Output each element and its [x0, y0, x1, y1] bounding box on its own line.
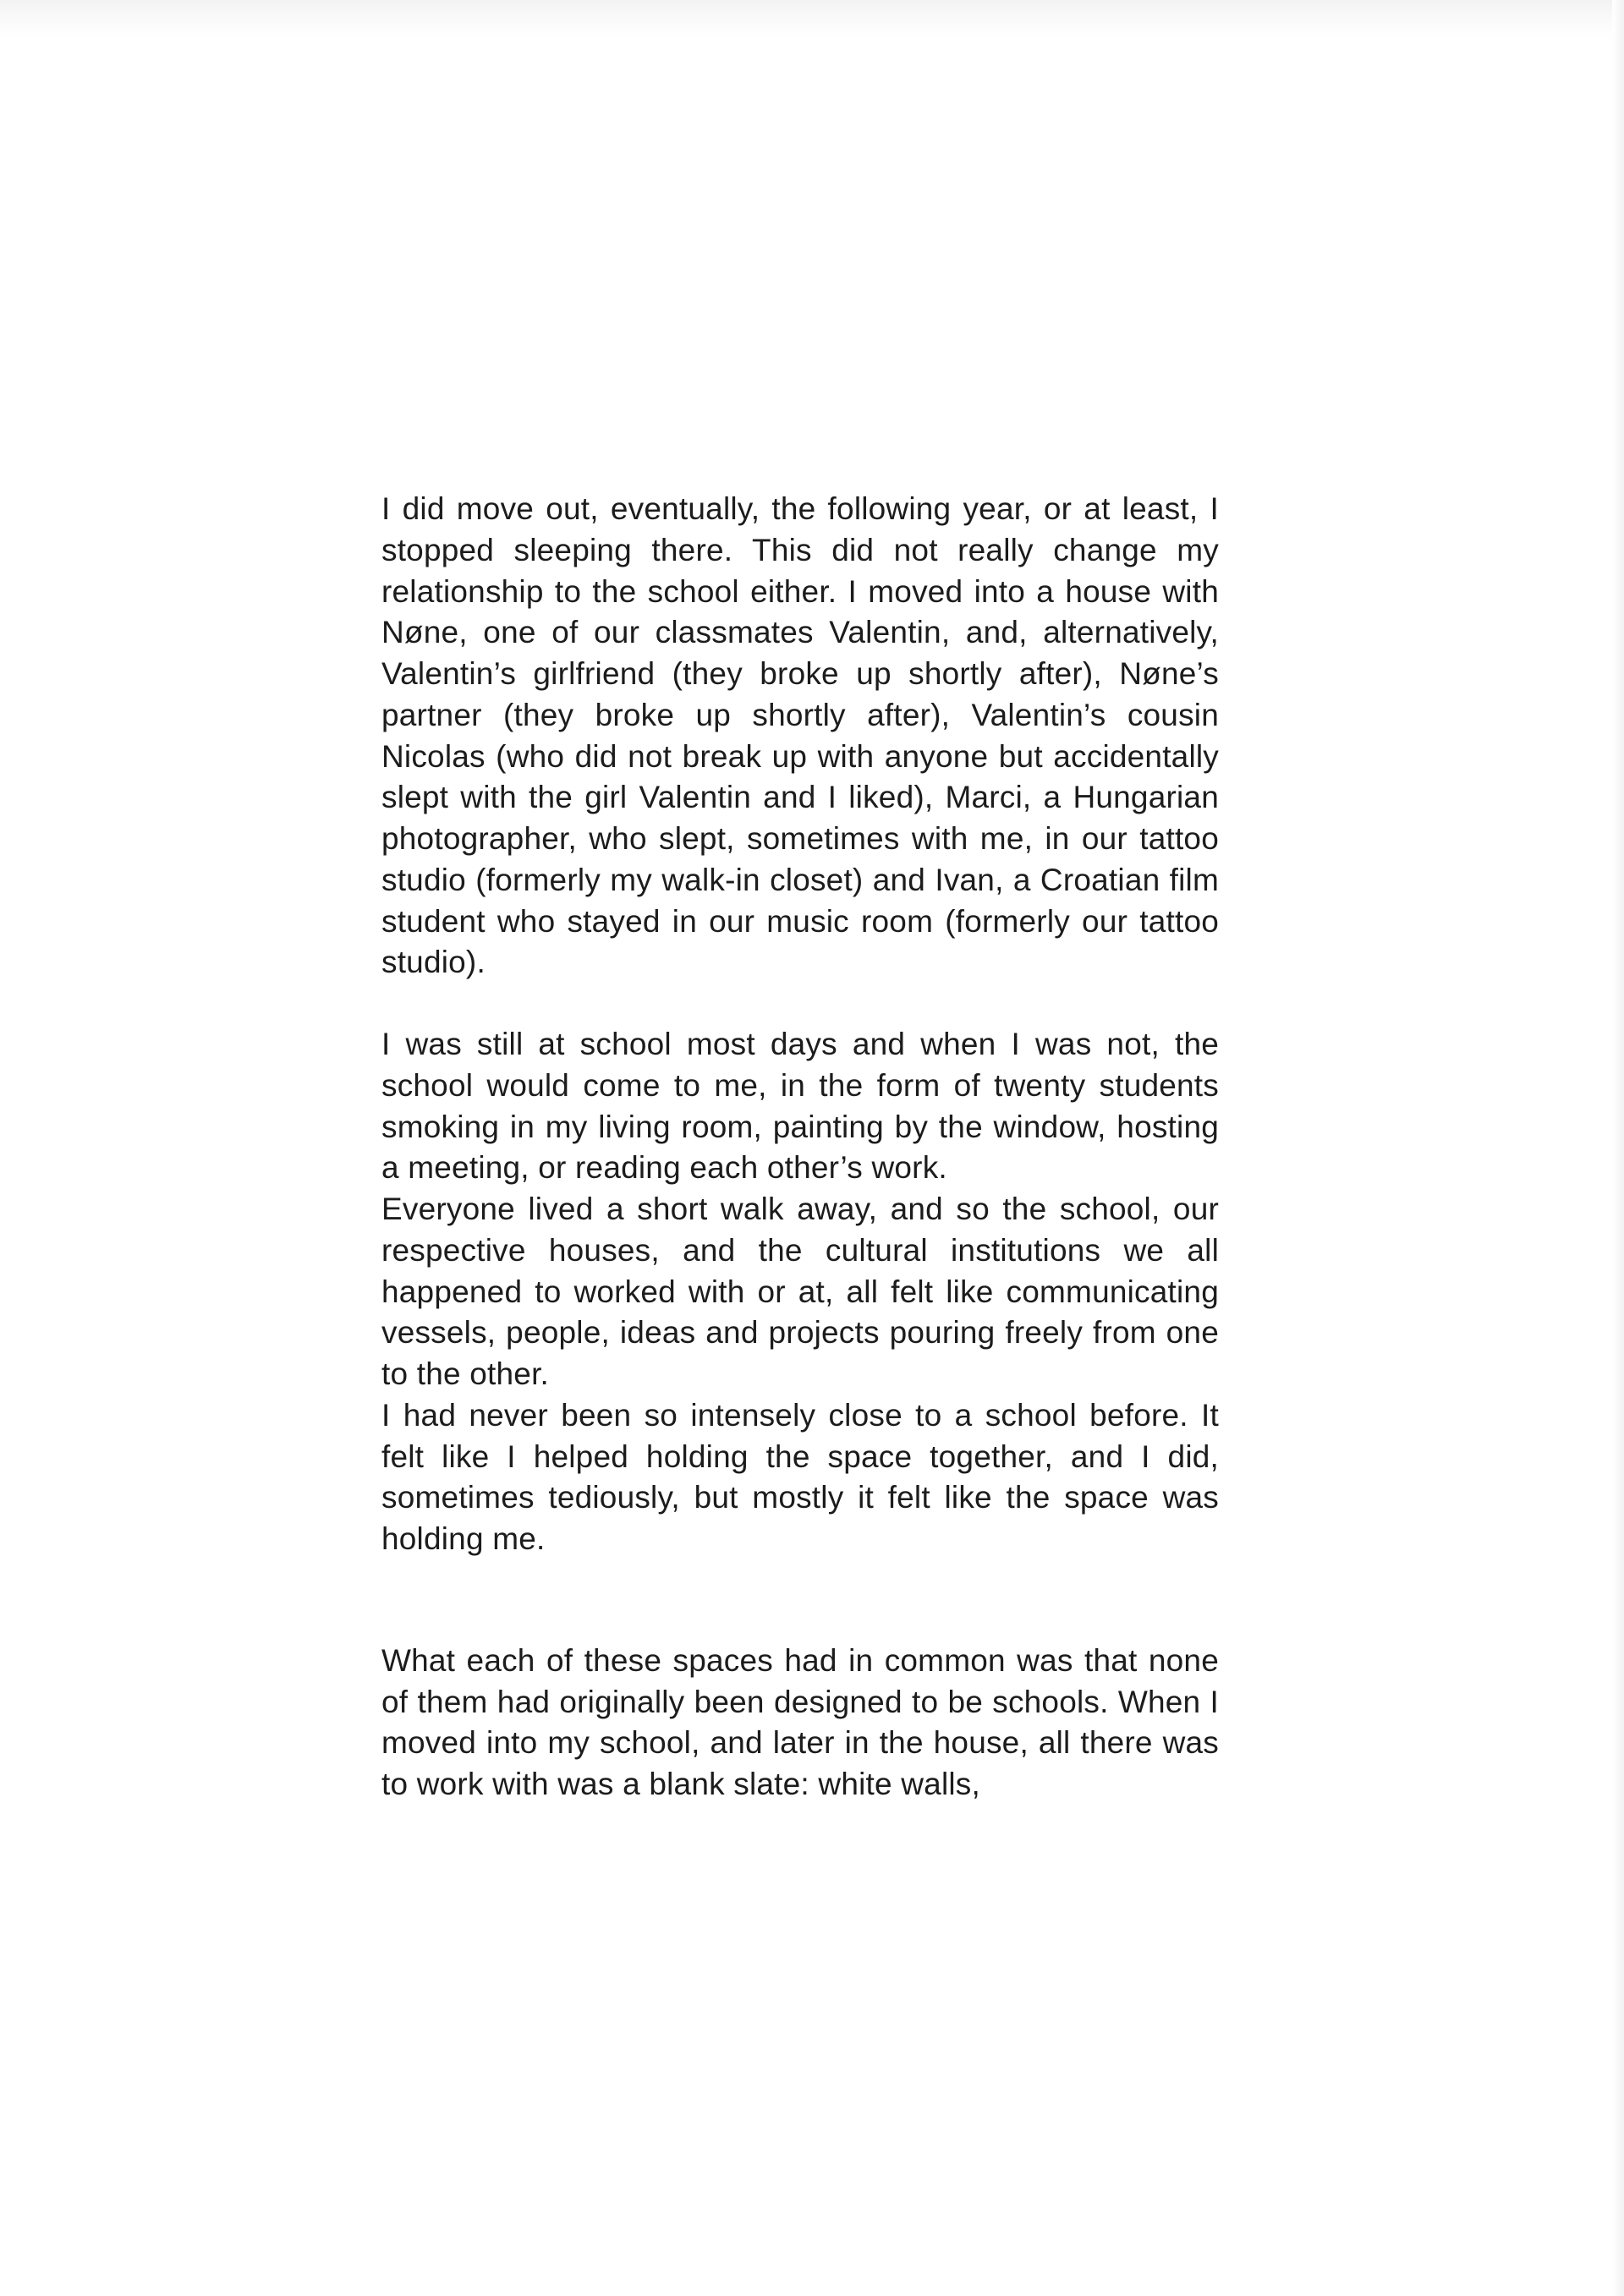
- paragraph-school-comes-to-me: I was still at school most days and when I was not, the school would come to me, in the form of twenty students smoking in my living room, painting by the window, hosting a meeting, or reading each other’s work.: [381, 1027, 1219, 1186]
- paragraph-blank-slate: What each of these spaces had in common was that none of them had originally been designed to be schools. When I moved into my school, and later in the house, all there was to work with was a blank slate: white walls,: [381, 1642, 1219, 1801]
- scan-right-edge: [1612, 0, 1624, 2296]
- paragraph-holding-the-space: I had never been so intensely close to a school before. It felt like I helped holding the space together, and I did, sometimes tediously, but mostly it felt like the space was holding me.: [381, 1397, 1219, 1556]
- paragraph-spacer: [381, 984, 1219, 1024]
- paragraph-moving-out: I did move out, eventually, the following year, or at least, I stopped sleeping there. This did not really change my relationship to the school either. I moved into a house with Nøne, one of our classmates Valentin, and, alternatively, Valentin’s girlfriend (they broke up shortly after), Nøne’s partner (they broke up shortly after), Valentin’s cousin Nicolas (who did not break up with anyone but accidentally slept with the girl Valentin and I liked), Marci, a Hungarian photographer, who slept, sometimes with me, in our tattoo studio (formerly my walk-in closet) and Ivan, a Croatian film student who stayed in our music room (formerly our tattoo studio).: [381, 491, 1219, 980]
- document-body: [381, 489, 1219, 1806]
- section-spacer: [381, 1560, 1219, 1641]
- paragraph-communicating-vessels: Everyone lived a short walk away, and so the school, our respective houses, and the cultural institutions we all happened to worked with or at, all felt like communicating vessels, people, ideas and projects pouring freely from one to the other.: [381, 1192, 1219, 1391]
- scan-top-edge: [0, 0, 1624, 39]
